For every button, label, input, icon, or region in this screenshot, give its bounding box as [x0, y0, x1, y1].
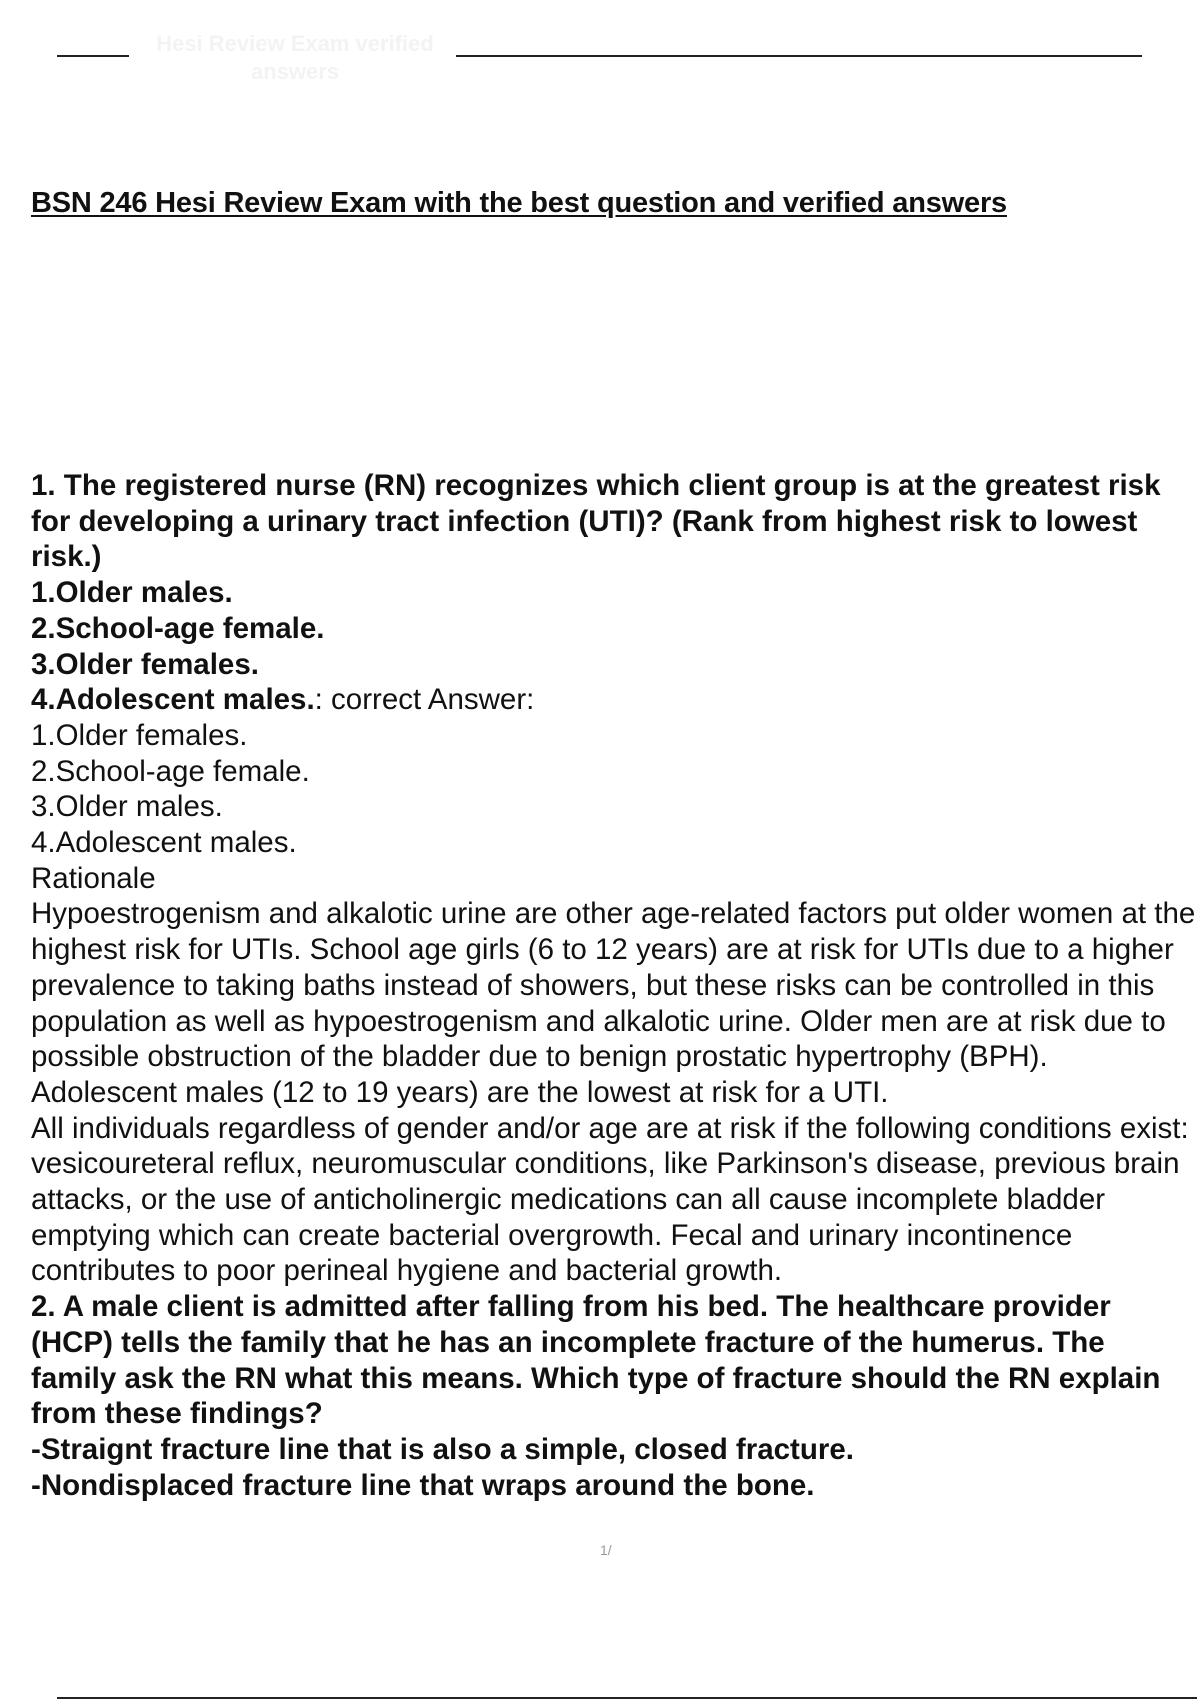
question-1-option-3: 3.Older females.: [31, 647, 259, 681]
question-2-option-1: -Straignt fracture line that is also a simple, closed fracture.: [31, 1432, 854, 1466]
document-body: [31, 468, 1196, 1503]
page-number: 1/: [600, 1542, 612, 1558]
answer-item-4: 4.Adolescent males.: [31, 826, 297, 860]
question-1-option-1: 1.Older males.: [31, 576, 233, 610]
answer-item-3: 3.Older males.: [31, 790, 223, 824]
question-1-prompt: 1. The registered nurse (RN) recognizes which client group is at the greatest risk for developing a urinary tract infection (UTI)? (Rank from highest risk to lowest risk.): [31, 469, 1161, 574]
header-rule-left: [57, 55, 129, 57]
question-1-option-4: 4.Adolescent males.: [31, 683, 315, 717]
answer-item-1: 1.Older females.: [31, 718, 248, 752]
header-rule-right: [456, 55, 1142, 57]
answer-item-2: 2.School-age female.: [31, 754, 310, 788]
rationale-heading: Rationale: [31, 861, 156, 895]
correct-answer-label: : correct Answer:: [314, 683, 535, 717]
rationale-paragraph-2: All individuals regardless of gender and/or age are at risk if the following conditions exist: vesicoureteral reflux, neuromuscular conditions, like Parkinson's disease, previous brain attacks, or the use of anticholinergic medications can all cause incomplete bladder emptying which can create bacterial overgrowth. Fecal and urinary incontinence contributes to poor perineal hygiene and bacterial growth.: [31, 1111, 1189, 1288]
document-title: BSN 246 Hesi Review Exam with the best question and verified answers: [31, 187, 1007, 219]
question-1-option-2: 2.School-age female.: [31, 611, 325, 645]
question-2-option-2: -Nondisplaced fracture line that wraps around the bone.: [31, 1468, 815, 1502]
rationale-paragraph-1: Hypoestrogenism and alkalotic urine are other age-related factors put older women at the highest risk for UTIs. School age girls (6 to 12 years) are at risk for UTIs due to a higher prevalence to taking baths instead of showers, but these risks can be controlled in this population as well as hypoestrogenism and alkalotic urine. Older men are at risk due to possible obstruction of the bladder due to benign prostatic hypertrophy (BPH). Adolescent males (12 to 19 years) are the lowest at risk for a UTI.: [31, 897, 1196, 1109]
watermark: Hesi Review Exam verified answers: [156, 31, 434, 84]
footer-rule: [57, 1697, 1197, 1699]
question-1-option-4-line: [31, 682, 1196, 718]
question-2-prompt: 2. A male client is admitted after falling from his bed. The healthcare provider (HCP) tells the family that he has an incomplete fracture of the humerus. The family ask the RN what this means. Which type of fracture should the RN explain from these findings?: [31, 1290, 1161, 1431]
